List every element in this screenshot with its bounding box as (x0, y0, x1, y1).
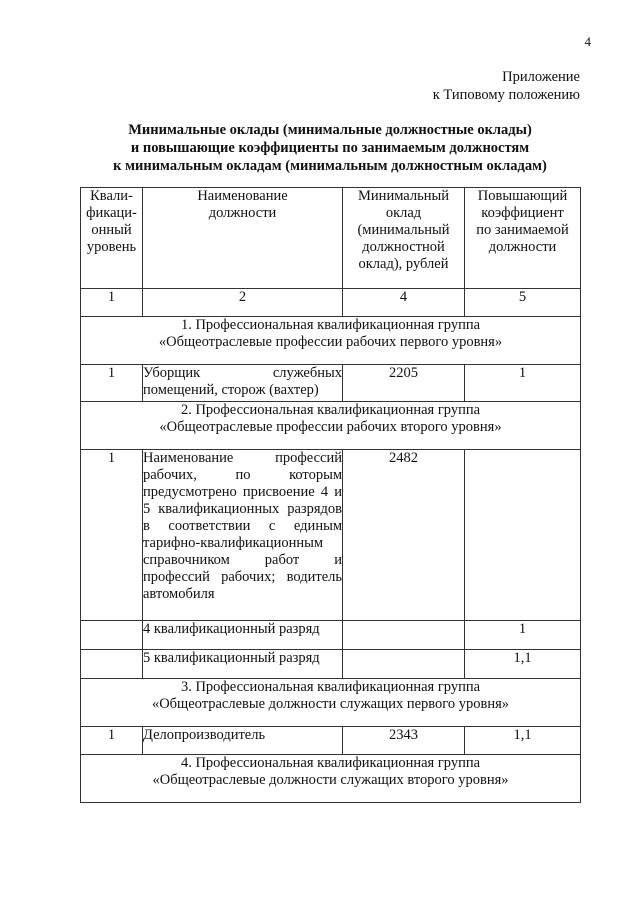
cell-position-name: 4 квалификационный разряд (143, 621, 343, 650)
cell-level (81, 650, 143, 679)
column-number: 5 (465, 289, 581, 317)
cell-level: 1 (81, 450, 143, 621)
group-header-row (81, 402, 581, 450)
page-number: 4 (584, 34, 591, 49)
title-line-1: Минимальные оклады (минимальные должностные оклады) (128, 122, 532, 138)
appendix-line-1: Приложение (502, 69, 580, 85)
group-header-row (81, 679, 581, 727)
cell-position-name: 5 квалификационный разряд (143, 650, 343, 679)
table-row (81, 450, 581, 621)
header-position-name: Наименование должности (143, 188, 343, 289)
group-header-row (81, 755, 581, 803)
title-line-3: к минимальным окладам (минимальным должностным окладам) (113, 158, 547, 174)
cell-position-name: Уборщик служебных помещений, сторож (вахтер) (143, 365, 343, 402)
header-increasing-coefficient: Повышающий коэффициент по занимаемой должности (465, 188, 581, 289)
column-number: 4 (343, 289, 465, 317)
header-qualification-level: Квали- фикаци- онный уровень (81, 188, 143, 289)
cell-coefficient: 1 (465, 365, 581, 402)
column-numbering-row (81, 289, 581, 317)
cell-coefficient: 1 (465, 621, 581, 650)
cell-level: 1 (81, 727, 143, 755)
table-row (81, 365, 581, 402)
document-title (80, 121, 580, 175)
table-row (81, 727, 581, 755)
cell-salary: 2482 (343, 450, 465, 621)
cell-coefficient (465, 450, 581, 621)
appendix-reference (433, 68, 580, 104)
title-line-2: и повышающие коэффициенты по занимаемым должностям (130, 140, 530, 156)
cell-salary: 2343 (343, 727, 465, 755)
cell-position-name: Делопроизводитель (143, 727, 343, 755)
group-header-3: 3. Профессиональная квалификационная группа «Общеотраслевые должности служащих первого уровня» (81, 679, 581, 727)
cell-coefficient: 1,1 (465, 650, 581, 679)
cell-coefficient: 1,1 (465, 727, 581, 755)
group-header-4: 4. Профессиональная квалификационная группа «Общеотраслевые должности служащих второго уровня» (81, 755, 581, 803)
column-number: 2 (143, 289, 343, 317)
cell-salary: 2205 (343, 365, 465, 402)
table-row (81, 650, 581, 679)
cell-salary (343, 650, 465, 679)
column-number: 1 (81, 289, 143, 317)
table-row (81, 621, 581, 650)
group-header-row (81, 317, 581, 365)
group-header-1: 1. Профессиональная квалификационная группа «Общеотраслевые профессии рабочих первого уровня» (81, 317, 581, 365)
salary-table (80, 187, 581, 803)
table-header-row (81, 188, 581, 289)
group-header-2: 2. Профессиональная квалификационная группа «Общеотраслевые профессии рабочих второго уровня» (81, 402, 581, 450)
cell-level: 1 (81, 365, 143, 402)
cell-salary (343, 621, 465, 650)
cell-position-name: Наименование профессий рабочих, по которым предусмотрено присвоение 4 и 5 квалификационных разрядов в соответствии с единым тарифно-квалификационным справочником работ и профессий рабочих; водитель автомобиля (143, 450, 343, 621)
cell-level (81, 621, 143, 650)
appendix-line-2: к Типовому положению (432, 87, 580, 103)
header-minimum-salary: Минимальный оклад (минимальный должностной оклад), рублей (343, 188, 465, 289)
